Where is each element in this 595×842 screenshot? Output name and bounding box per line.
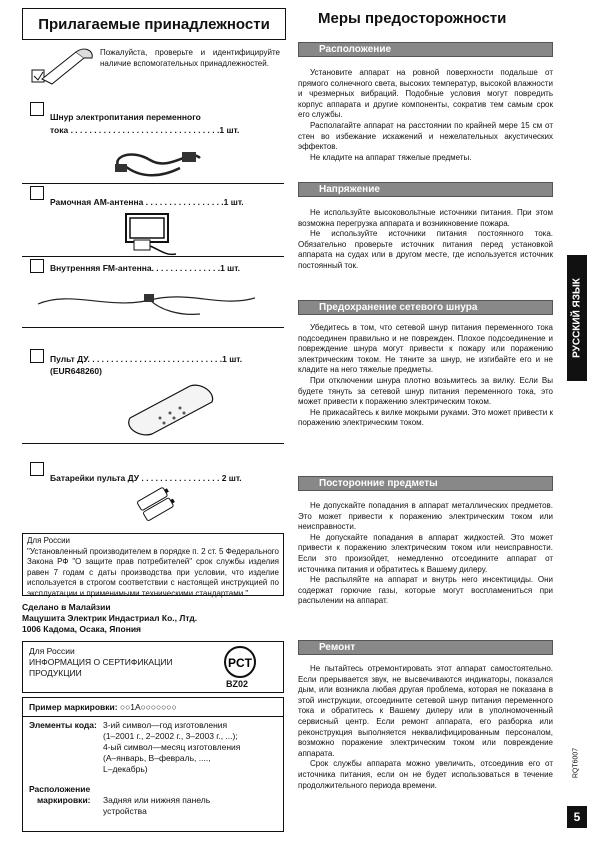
- item-batteries: Батарейки пульта ДУ . . . . . . . . . . . . . . . . . 2 шт.: [50, 473, 242, 483]
- pen-checkbox-illustration: [28, 46, 96, 92]
- checkbox-remote[interactable]: [30, 349, 44, 363]
- certification-title-2: ПРОДУКЦИИ: [29, 668, 82, 678]
- am-antenna-icon: [120, 210, 180, 260]
- paragraph: Срок службы аппарата можно увеличить, отсоединив его от источника питания, если он не будет использоваться в течение продолжительного периода времени.: [298, 759, 553, 790]
- certification-box: [22, 641, 284, 693]
- made-in-text: Сделано в Малайзии: [22, 602, 111, 612]
- mark-example-label: Пример маркировки:: [29, 702, 118, 712]
- code-line: L–декабрь): [103, 764, 148, 774]
- checkbox-batteries[interactable]: [30, 462, 44, 476]
- language-side-tab: [567, 255, 587, 381]
- item-power-cord-line1: Шнур электропитания переменного: [50, 112, 201, 122]
- service-life-box: [22, 533, 284, 596]
- pct-logo-icon: [223, 645, 257, 679]
- section-text-voltage: [298, 208, 553, 272]
- code-line: 3-ий символ—год изготовления: [103, 720, 228, 730]
- section-band-voltage: [298, 182, 553, 197]
- section-band-foreign-objects: [298, 476, 553, 491]
- divider: [22, 327, 284, 328]
- precautions-title: Меры предосторожности: [318, 10, 507, 27]
- paragraph: Не допускайте попадания в аппарат жидкостей. Это может привести к поражению электрическим током или неисправности. Если это произойдет, немедленно отсоедините аппарат от источника питания и обратитесь к Вашему дилеру.: [298, 532, 553, 574]
- placement-label-2: маркировки:: [37, 795, 91, 805]
- certification-code: BZ02: [226, 679, 249, 689]
- page-number: 5: [567, 806, 587, 828]
- divider: [22, 256, 284, 257]
- accessories-title-text: Прилагаемые принадлежности: [38, 15, 270, 33]
- paragraph: Убедитесь в том, что сетевой шнур питания переменного тока подсоединен правильно и не поврежден. Плохое подсоединение и повреждение шнура могут привести к пожару или поражению электрическим током. Не тяните за шнур, не изгибайте его и не кладите на него тяжелые предметы.: [298, 323, 553, 375]
- paragraph: Не допускайте попадания в аппарат металлических предметов. Это может привести к поражению электрическим током или неисправности.: [298, 501, 553, 532]
- section-head: Предохранение сетевого шнура: [319, 302, 478, 313]
- paragraph: При отключении шнура плотно возьмитесь за вилку. Если Вы будете тянуть за сетевой шнур питания переменного тока, это может привести к поражению электрическим током.: [298, 375, 553, 407]
- item-am-antenna: Рамочная АМ-антенна . . . . . . . . . . . . . . . . .1 шт.: [50, 197, 244, 207]
- accessories-intro: Пожалуйста, проверьте и идентифицируйте наличие вспомогательных принадлежностей.: [100, 48, 280, 68]
- paragraph: Не пытайтесь отремонтировать этот аппарат самостоятельно. Если прерывается звук, не высвечиваются индикаторы, показался дым, или возникла любая другая проблема, которая не показана в этой инструкции, отсоедините сетевой шнур питания переменного тока и обратитесь к Вашему дилеру или в уполномоченный сервисный центр. Если ремонт аппарата, его разборка или реконструкция выполняется неквалифицированным персоналом, возможно поражение электрическим током или повреждение аппарата.: [298, 664, 553, 758]
- divider: [22, 183, 284, 184]
- company-name: Мацушита Электрик Индастриал Ко., Лтд.: [22, 613, 198, 623]
- checkbox-fm-antenna[interactable]: [30, 259, 44, 273]
- paragraph: Не используйте высоковольтные источники питания. При этом возможна перегрузка аппарата и возникновение пожара.: [298, 208, 553, 228]
- paragraph: Установите аппарат на ровной поверхности подальше от прямого солнечного света, высоких температур, высокой влажности и чрезмерных вибраций. Подобные условия могут повредить корпус аппарата и другие компоненты, сократив тем самым срок его службы.: [298, 68, 553, 120]
- batteries-icon: [136, 482, 186, 522]
- divider: [22, 443, 284, 444]
- fm-antenna-icon: [30, 280, 260, 326]
- checkbox-am-antenna[interactable]: [30, 186, 44, 200]
- item-remote-line1: Пульт ДУ. . . . . . . . . . . . . . . . . . . . . . . . . . . . .1 шт.: [50, 354, 243, 364]
- item-power-cord-line2: тока . . . . . . . . . . . . . . . . . . . . . . . . . . . . . . . .1 шт.: [50, 125, 240, 135]
- item-fm-antenna: Внутренняя FM-антенна. . . . . . . . . . . . . . .1 шт.: [50, 263, 241, 273]
- accessories-title: [22, 8, 286, 40]
- pct-logo-text: PCT: [228, 656, 252, 670]
- section-text-location: [298, 68, 553, 163]
- section-band-location: [298, 42, 553, 57]
- language-side-tab-text: РУССКИЙ ЯЗЫК: [571, 278, 583, 358]
- paragraph: Не кладите на аппарат тяжелые предметы.: [310, 152, 472, 162]
- paragraph: Не прикасайтесь к вилке мокрыми руками. Это может привести к поражению электрическим током.: [298, 407, 553, 428]
- section-band-repair: [298, 640, 553, 655]
- service-life-text: "Установленный производителем в порядке п. 2 ст. 5 Федерального Закона РФ "О защите прав потребителей" срок службы изделия равен 7 годам с даты производства при условии, что изделие используется в строгом соответствии с настоящей инструкцией по эксплуатации и применимыми техническими стандартами.": [27, 546, 279, 598]
- certification-head: Для России: [29, 646, 75, 656]
- section-head: Посторонние предметы: [319, 478, 438, 489]
- checkbox-power-cord[interactable]: [30, 102, 44, 116]
- section-head: Ремонт: [319, 642, 356, 653]
- placement-value: Задняя или нижняя панель устройства: [103, 795, 211, 816]
- code-line: 4-ый символ—месяц изготовления: [103, 742, 241, 752]
- item-remote-line2: (EUR648260): [50, 366, 102, 376]
- code-line: (1–2001 г., 2–2002 г., 3–2003 г., ...);: [103, 731, 238, 741]
- document-code: [570, 728, 582, 798]
- section-text-repair: [298, 664, 553, 791]
- code-elements-label: Элементы кода:: [29, 720, 97, 730]
- paragraph: Не распыляйте на аппарат и внутрь него инсектициды. Они содержат горючие газы, которые могут воспламениться при распылении на аппарат.: [298, 575, 553, 606]
- section-text-foreign-objects: [298, 501, 553, 607]
- certification-title-1: ИНФОРМАЦИЯ О СЕРТИФИКАЦИИ: [29, 657, 173, 667]
- section-head: Напряжение: [319, 184, 380, 195]
- marking-box: [22, 697, 284, 832]
- paragraph: Не используйте источники питания постоянного тока. Обязательно проверьте источник питания перед установкой аппарата на судах или в другом месте, где используется источник постоянный ток.: [298, 229, 553, 270]
- code-line: (А–январь, В–февраль, ....,: [103, 753, 211, 763]
- company-address: 1006 Кадома, Осака, Япония: [22, 624, 142, 634]
- remote-control-icon: [120, 378, 230, 438]
- service-life-head: Для России: [27, 536, 71, 545]
- manufacturer-info: [22, 602, 284, 635]
- section-band-power-cord: [298, 300, 553, 315]
- document-code-text: RQT6007: [572, 747, 580, 779]
- mark-example-value: ○○1А○○○○○○○: [119, 702, 177, 712]
- section-head: Расположение: [319, 44, 392, 55]
- section-text-power-cord: [298, 323, 553, 429]
- placement-label-1: Расположение: [29, 784, 91, 794]
- paragraph: Располагайте аппарат на расстоянии по крайней мере 15 см от стен во избежание искажений и нежелательных акустических эффектов.: [298, 120, 553, 152]
- power-cord-icon: [110, 138, 210, 180]
